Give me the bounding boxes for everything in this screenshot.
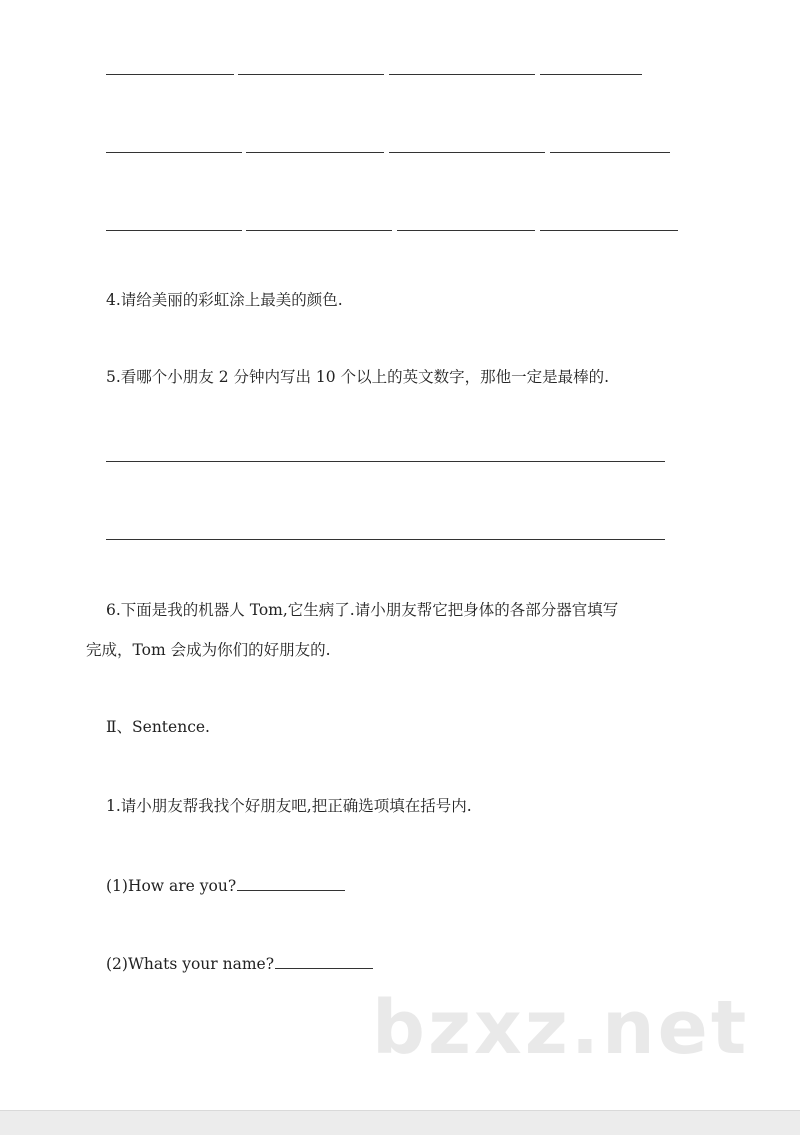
sentence-item-1	[106, 874, 345, 896]
question-5: 5.看哪个小朋友 2 分钟内写出 10 个以上的英文数字，那他一定是最棒的.	[106, 368, 610, 386]
answer-blank[interactable]	[540, 74, 642, 75]
sentence-item-1-text: (1)How are you?	[106, 877, 237, 895]
answer-blank[interactable]	[246, 152, 384, 153]
answer-blank[interactable]	[397, 230, 535, 231]
question-6-line-2: 完成，Tom 会成为你们的好朋友的.	[86, 641, 331, 659]
answer-blank[interactable]	[106, 230, 242, 231]
watermark: bzxz.net	[372, 985, 750, 1071]
question-6-line-1: 6.下面是我的机器人 Tom,它生病了.请小朋友帮它把身体的各部分器官填写	[106, 601, 619, 619]
question-4: 4.请给美丽的彩虹涂上最美的颜色.	[106, 291, 343, 309]
answer-blank[interactable]	[237, 874, 345, 891]
answer-line[interactable]	[106, 539, 665, 540]
answer-blank[interactable]	[275, 952, 373, 969]
answer-blank[interactable]	[106, 74, 234, 75]
sentence-item-2-text: (2)Whats your name?	[106, 955, 275, 973]
answer-blank[interactable]	[550, 152, 670, 153]
answer-blank[interactable]	[540, 230, 678, 231]
answer-blank[interactable]	[389, 74, 535, 75]
answer-blank[interactable]	[238, 74, 384, 75]
answer-blank[interactable]	[246, 230, 392, 231]
answer-line[interactable]	[106, 461, 665, 462]
sentence-item-2	[106, 952, 373, 974]
answer-blank[interactable]	[106, 152, 242, 153]
sentence-question-1: 1.请小朋友帮我找个好朋友吧,把正确选项填在括号内.	[106, 797, 472, 815]
answer-blank[interactable]	[389, 152, 545, 153]
bottom-scroll-area[interactable]	[0, 1110, 800, 1135]
section-heading: Ⅱ、Sentence.	[106, 718, 210, 736]
